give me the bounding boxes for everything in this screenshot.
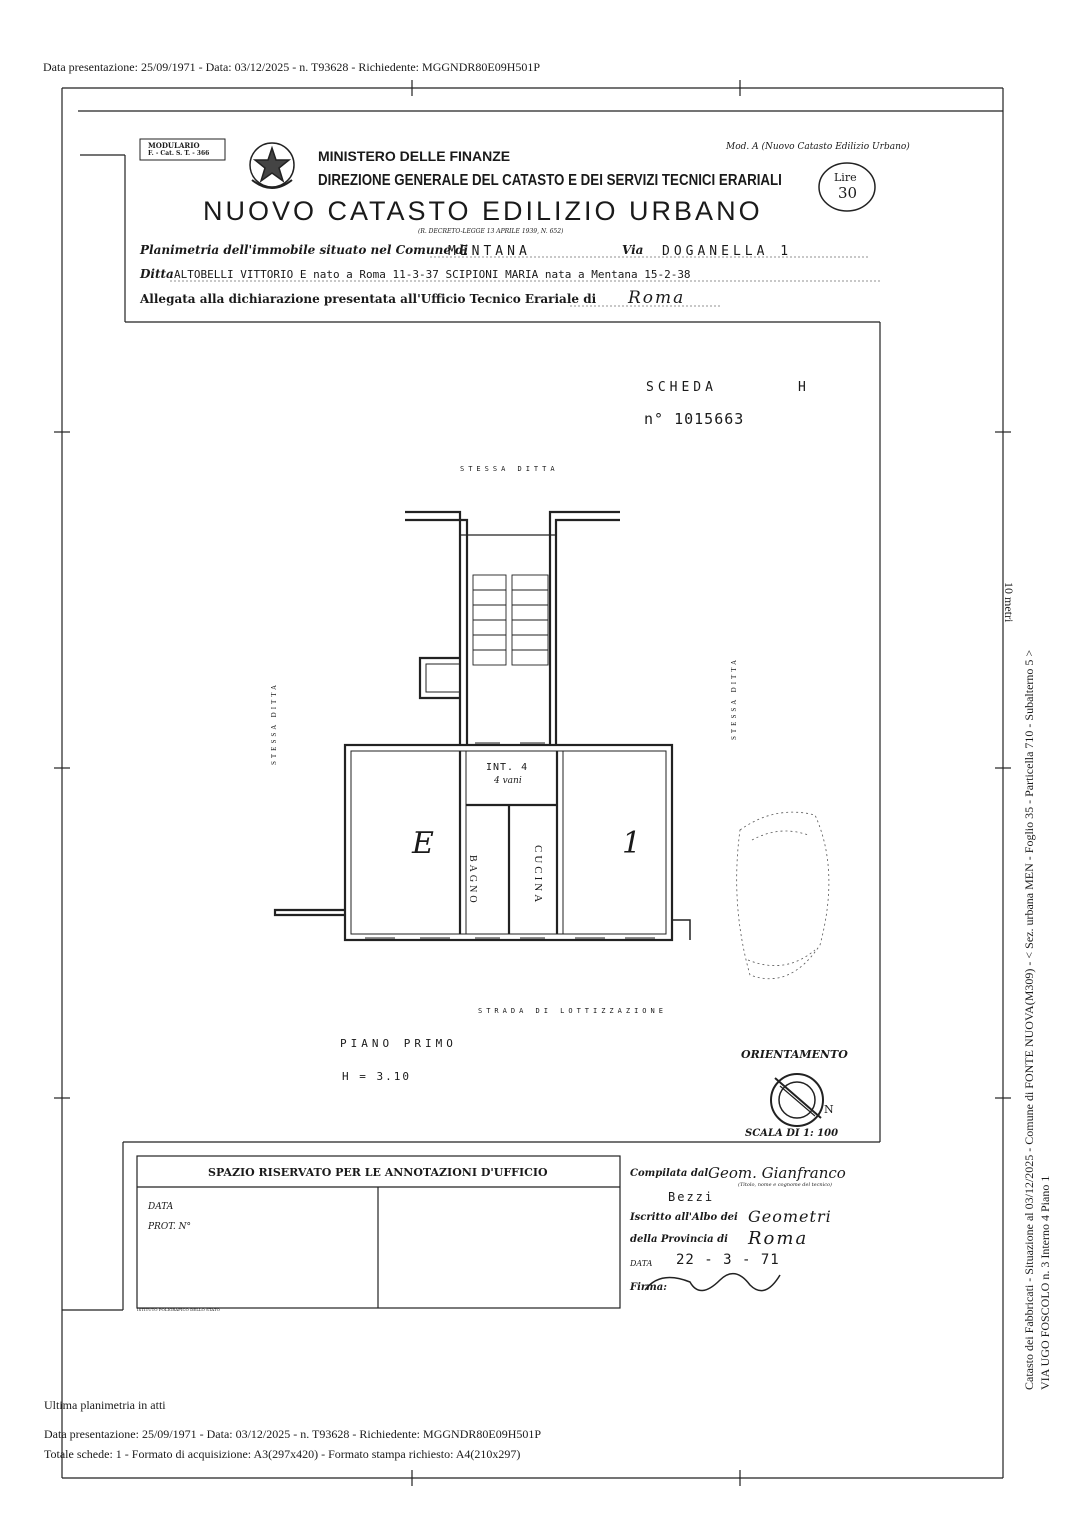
stamp-lire: Lire: [834, 171, 857, 184]
compiler-name2: Bezzi: [668, 1190, 715, 1204]
stamp-icon: [737, 812, 829, 979]
planimetria-label: Planimetria dell'immobile situato nel Comune di: [140, 243, 469, 257]
footer-line2: Totale schede: 1 - Formato di acquisizione: A3(297x420) - Formato stampa richiesto: A4(210x297): [44, 1447, 521, 1461]
via-label: Via: [622, 243, 644, 257]
istituto-label: ISTITUTO POLIGRAFICO DELLO STATO: [137, 1307, 220, 1312]
annotations-title: SPAZIO RISERVATO PER LE ANNOTAZIONI D'UFFICIO: [208, 1166, 548, 1179]
compiler-name: Geom. Gianfranco: [708, 1164, 846, 1182]
page-title: NUOVO CATASTO EDILIZIO URBANO: [203, 196, 763, 226]
interno-note: 4 vani: [494, 776, 522, 786]
compiler-note: (Titolo, nome e cognome del tecnico): [738, 1182, 832, 1188]
side-meter: 10 metri: [1002, 582, 1016, 623]
scheda-number: n° 1015663: [644, 410, 745, 428]
floor-plan: [275, 512, 690, 940]
ditta-value: ALTOBELLI VITTORIO E nato a Roma 11-3-37 SCIPIONI MARIA nata a Mentana 15-2-38: [174, 268, 691, 281]
bagno-label: BAGNO: [467, 855, 478, 906]
firma-label: Firma:: [630, 1282, 667, 1293]
emblem-icon: [250, 143, 294, 188]
decree: (R. DECRETO-LEGGE 13 APRILE 1939, N. 652): [418, 228, 564, 235]
side-line2: VIA UGO FOSCOLO n. 3 Interno 4 Piano 1: [1038, 1175, 1052, 1390]
cucina-label: CUCINA: [532, 845, 544, 906]
stessa-ditta-top: STESSA DITTA: [460, 465, 559, 473]
ministry: MINISTERO DELLE FINANZE: [318, 148, 511, 164]
road-label: STRADA DI LOTTIZZAZIONE: [478, 1007, 667, 1015]
north-label: N: [824, 1103, 834, 1116]
header-line: Data presentazione: 25/09/1971 - Data: 03/12/2025 - n. T93628 - Richiedente: MGGNDR80E09H501P: [43, 60, 541, 74]
ditta-label: Ditta: [140, 267, 174, 281]
allegata-label: Allegata alla dichiarazione presentata all'Ufficio Tecnico Erariale di: [140, 292, 597, 306]
model-label: Mod. A (Nuovo Catasto Edilizio Urbano): [726, 142, 910, 152]
data-label: DATA: [630, 1259, 653, 1268]
comune-value: MENTANA: [448, 244, 531, 259]
data-value: 22 - 3 - 71: [676, 1252, 780, 1268]
stessa-ditta-right: STESSA DITTA: [730, 656, 738, 740]
room-e: E: [412, 826, 434, 861]
via-value: DOGANELLA 1: [662, 244, 793, 259]
scale-label: SCALA DI 1: 100: [745, 1128, 839, 1139]
footer-ultima: Ultima planimetria in atti: [44, 1398, 166, 1412]
direction: DIREZIONE GENERALE DEL CATASTO E DEI SERVIZI TECNICI ERARIALI: [318, 172, 782, 189]
ufficio-value: Roma: [628, 288, 686, 308]
piano-label: PIANO PRIMO: [340, 1037, 457, 1050]
scheda-label: SCHEDA: [646, 380, 717, 395]
scheda-letter: H: [798, 380, 810, 395]
annotations-prot: PROT. N°: [148, 1222, 191, 1232]
footer-line1: Data presentazione: 25/09/1971 - Data: 03/12/2025 - n. T93628 - Richiedente: MGGNDR80E09H501P: [44, 1427, 542, 1441]
stamp-value: 30: [838, 184, 858, 202]
modulario-line2: F. - Cat. S. T. - 366: [148, 150, 210, 157]
compass-icon: [771, 1074, 823, 1126]
modulario-line1: MODULARIO: [148, 141, 200, 150]
annotations-data: DATA: [148, 1202, 174, 1212]
interno-label: INT. 4: [486, 762, 529, 773]
provincia-label: della Provincia di: [630, 1234, 728, 1245]
provincia-value: Roma: [748, 1228, 809, 1249]
albo-value: Geometri: [748, 1207, 832, 1226]
compilata-label: Compilata dal: [630, 1168, 709, 1179]
iscritto-label: Iscritto all'Albo dei: [630, 1212, 738, 1223]
stessa-ditta-left: STESSA DITTA: [270, 681, 278, 765]
orientamento-label: ORIENTAMENTO: [741, 1048, 848, 1061]
side-line1: Catasto dei Fabbricati - Situazione al 03/12/2025 - Comune di FONTE NUOVA(M309) - < Sez. urbana MEN - Foglio 35 - Particella 710 - Subalterno 5 >: [1022, 649, 1036, 1390]
room-1: 1: [622, 826, 642, 861]
height-label: H = 3.10: [342, 1070, 411, 1083]
